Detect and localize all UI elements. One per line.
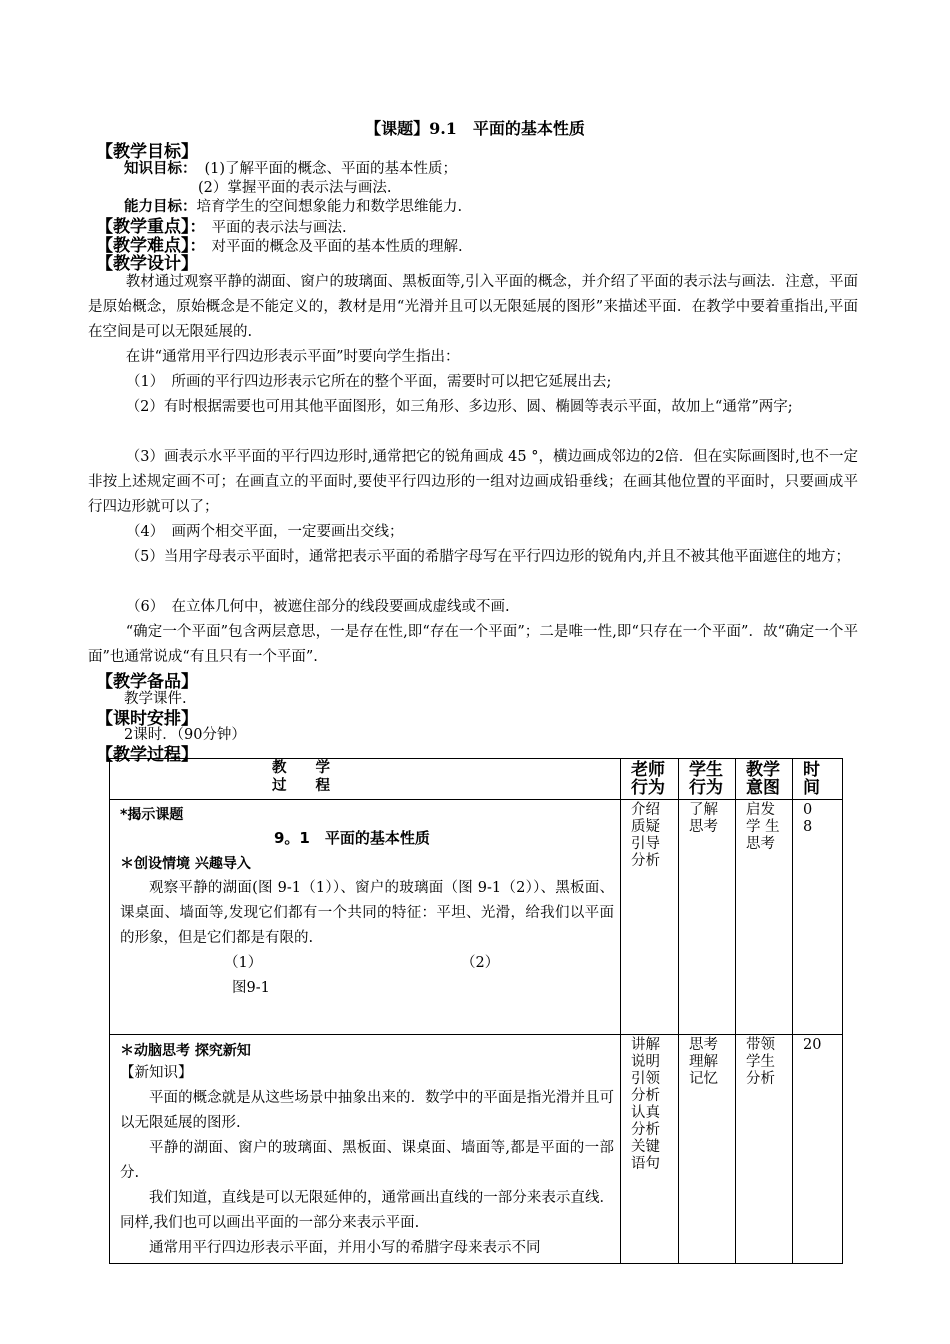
design-item-6: （6） 在立体几何中，被遮住部分的线段要画成虚线或不画. [126,599,510,615]
process-header-row [110,759,843,800]
row1-subtitle: 9。1 平面的基本性质 [274,829,430,847]
row2-intent: 带领 学生 分析 [736,1035,793,1264]
row2-student: 思考 理解 记忆 [679,1035,736,1264]
row1-time: 0 8 [793,800,843,1035]
knowledge-item-2: (2）掌握平面的表示法与画法. [198,180,392,196]
figure-labels [120,951,614,976]
difficulty-colon: ： [189,236,206,255]
row1-intent: 启发 学 生 思考 [736,800,793,1035]
process-table [109,758,843,1264]
schedule-heading: 【课时安排】 [96,709,198,729]
design-paragraph-2: 在讲“通常用平行四边形表示平面”时要向学生指出： [125,349,460,365]
knowledge-label: 知识目标： [124,161,197,177]
design-item-5: （5）当用字母表示平面时，通常把表示平面的希腊字母写在平行四边形的锐角内,并且不被其他平面遮住的地方； [125,549,851,565]
row1-section: ＊创设情境 兴趣导入 [120,856,251,872]
page-title: 【课题】9.1 平面的基本性质 [365,119,585,138]
row2-paragraph-1: 平面的概念就是从这些场景中抽象出来的．数学中的平面是指光滑并且可以无限延展的图形. [120,1090,614,1131]
design-paragraph-1: 教材通过观察平静的湖面、窗户的玻璃面、黑板面等,引入平面的概念，并介绍了平面的表示法与画法．注意，平面是原始概念，原始概念是不能定义的，教材是用“光滑并且可以无限延展的图形”来描述平面．在教学中要着重指出,平面在空间是可以无限延展的. [88,274,858,340]
key-point-heading: 【教学重点】 [96,217,190,237]
table-row [110,1035,843,1264]
row2-paragraph-3: 我们知道，直线是可以无限延伸的，通常画出直线的一部分来表示直线．同样,我们也可以画出平面的一部分来表示平面. [120,1190,614,1231]
figure-label-2: （2） [468,955,500,971]
table-row [110,800,843,1035]
header-student: 学生 行为 [679,759,736,800]
row1-teacher: 介绍 质疑 引导 分析 [621,800,679,1035]
row2-content [110,1035,621,1264]
row2-teacher: 讲解 说明 引领 分析 认真 分析 关键 语句 [621,1035,679,1264]
knowledge-objective [124,157,457,178]
row2-paragraph-4: 通常用平行四边形表示平面，并用小写的希腊字母来表示不同 [149,1240,541,1256]
design-item-1: （1） 所画的平行四边形表示它所在的整个平面，需要时可以把它延展出去; [126,374,612,390]
header-process-line-2: 过 程 [272,778,330,794]
ability-text: 培育学生的空间想象能力和数学思维能力. [196,199,463,215]
header-teacher: 老师 行为 [621,759,679,800]
process-heading: 【教学过程】 [96,745,198,765]
row1-label: *揭示课题 [120,807,184,823]
design-item-2: （2）有时根据需要也可用其他平面图形，如三角形、多边形、圆、椭圆等表示平面，故加上“通常”两字; [125,399,793,415]
row2-label: 【新知识】 [120,1065,193,1081]
difficulty-text: 对平面的概念及平面的基本性质的理解. [211,239,463,255]
row1-text: 观察平静的湖面(图 9-1（1））、窗户的玻璃面（图 9-1（2））、黑板面、课桌面、墙面等,发现它们都有一个共同的特征：平坦、光滑，给我们以平面的形象，但是它们都是有限的. [120,880,614,946]
knowledge-item-1: (1)了解平面的概念、平面的基本性质； [204,161,458,177]
figure-label-1: （1） [224,955,263,971]
objectives-heading: 【教学目标】 [96,142,198,162]
header-process-line-1: 教 学 [272,760,330,776]
design-item-3: （3）画表示水平平面的平行四边形时,通常把它的锐角画成 45 °，横边画成邻边的2倍．但在实际画图时,也不一定非按上述规定画不可；在画直立的平面时,要使平行四边形的一组对边画成铅垂线；在画其他位置的平面时，只要画成平行四边形就可以了； [88,449,858,515]
row2-section: ＊动脑思考 探究新知 [120,1043,251,1059]
header-time: 时 间 [793,759,843,800]
header-process [110,759,621,800]
difficulty-heading: 【教学难点】 [96,236,190,256]
design-paragraph-3: “确定一个平面”包含两层意思，一是存在性,即“存在一个平面”；二是唯一性,即“只存在一个平面”．故“确定一个平面”也通常说成“有且只有一个平面”. [88,624,858,665]
row1-student: 了解 思考 [679,800,736,1035]
ability-label: 能力目标： [124,199,197,215]
design-item-4: （4） 画两个相交平面，一定要画出交线； [126,524,404,540]
row2-paragraph-2: 平静的湖面、窗户的玻璃面、黑板面、课桌面、墙面等,都是平面的一部分. [120,1140,614,1181]
row1-content [110,800,621,1035]
key-point-colon: ： [189,217,206,236]
key-point-text: 平面的表示法与画法. [211,220,347,236]
prep-heading: 【教学备品】 [96,672,198,692]
row2-time: 20 [793,1035,843,1264]
design-heading: 【教学设计】 [96,254,198,274]
figure-caption: 图9-1 [232,980,270,996]
prep-text: 教学课件. [124,691,187,707]
schedule-text: 2课时．（90分钟） [124,727,246,743]
header-intent: 教学 意图 [736,759,793,800]
